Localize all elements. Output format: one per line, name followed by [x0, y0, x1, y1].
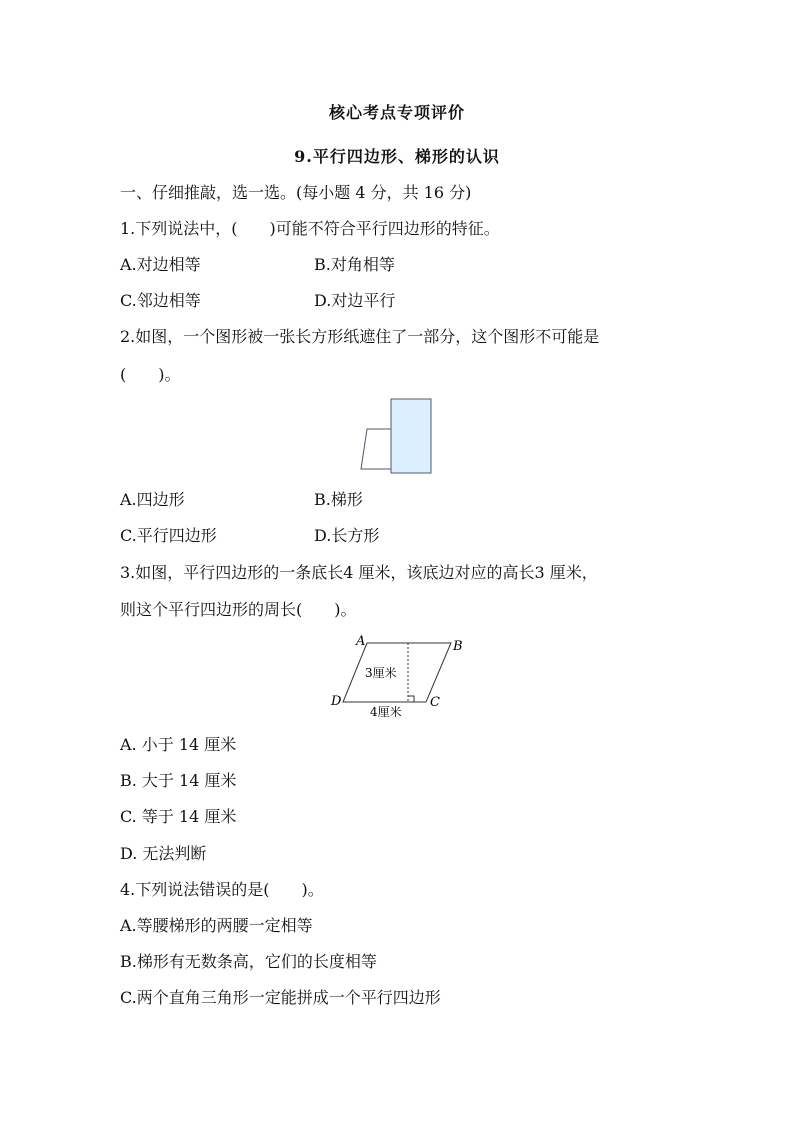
- question-4-option-a: A.等腰梯形的两腰一定相等: [120, 916, 313, 935]
- section-heading: 一、仔细推敲，选一选。(每小题 4 分，共 16 分): [120, 183, 472, 202]
- height-label: 3厘米: [365, 666, 397, 680]
- question-3-parallelogram-figure: [325, 630, 475, 722]
- question-3-text-line1: 3.如图，平行四边形的一条底长4 厘米，该底边对应的高长3 厘米，: [120, 563, 598, 582]
- hidden-shape-outline: [361, 429, 391, 469]
- question-3-option-a: A. 小于 14 厘米: [120, 735, 237, 754]
- page-subtitle: 9.平行四边形、梯形的认识: [294, 147, 500, 166]
- vertex-c-label: C: [430, 695, 440, 710]
- vertex-d-label: D: [331, 694, 342, 709]
- question-4-option-c: C.两个直角三角形一定能拼成一个平行四边形: [120, 988, 441, 1007]
- base-label: 4厘米: [370, 705, 402, 719]
- question-1-option-d: D.对边平行: [314, 291, 396, 310]
- question-2-option-b: B.梯形: [314, 490, 363, 509]
- question-3-text-line2: 则这个平行四边形的周长( )。: [120, 600, 357, 619]
- question-3-option-b: B. 大于 14 厘米: [120, 771, 237, 790]
- question-1-option-b: B.对角相等: [314, 255, 395, 274]
- question-1-option-a: A.对边相等: [120, 255, 201, 274]
- page-title: 核心考点专项评价: [328, 103, 465, 122]
- right-angle-mark: [408, 696, 414, 702]
- question-3-option-d: D. 无法判断: [120, 844, 207, 863]
- parallelogram-shape: [343, 643, 451, 702]
- question-2-option-a: A.四边形: [120, 490, 185, 509]
- question-2-text-line2: ( )。: [120, 365, 181, 384]
- question-2-text-line1: 2.如图，一个图形被一张长方形纸遮住了一部分，这个图形不可能是: [120, 327, 600, 346]
- question-2-option-c: C.平行四边形: [120, 526, 217, 545]
- vertex-a-label: A: [356, 634, 366, 649]
- question-3-option-c: C. 等于 14 厘米: [120, 807, 237, 826]
- question-2-figure: [355, 395, 437, 477]
- question-1-option-c: C.邻边相等: [120, 291, 201, 310]
- question-4-text: 4.下列说法错误的是( )。: [120, 880, 324, 899]
- question-1-text: 1.下列说法中，( )可能不符合平行四边形的特征。: [120, 219, 500, 238]
- question-4-option-b: B.梯形有无数条高，它们的长度相等: [120, 952, 377, 971]
- cover-paper-rectangle: [391, 399, 431, 473]
- question-2-option-d: D.长方形: [314, 526, 380, 545]
- vertex-b-label: B: [453, 639, 463, 654]
